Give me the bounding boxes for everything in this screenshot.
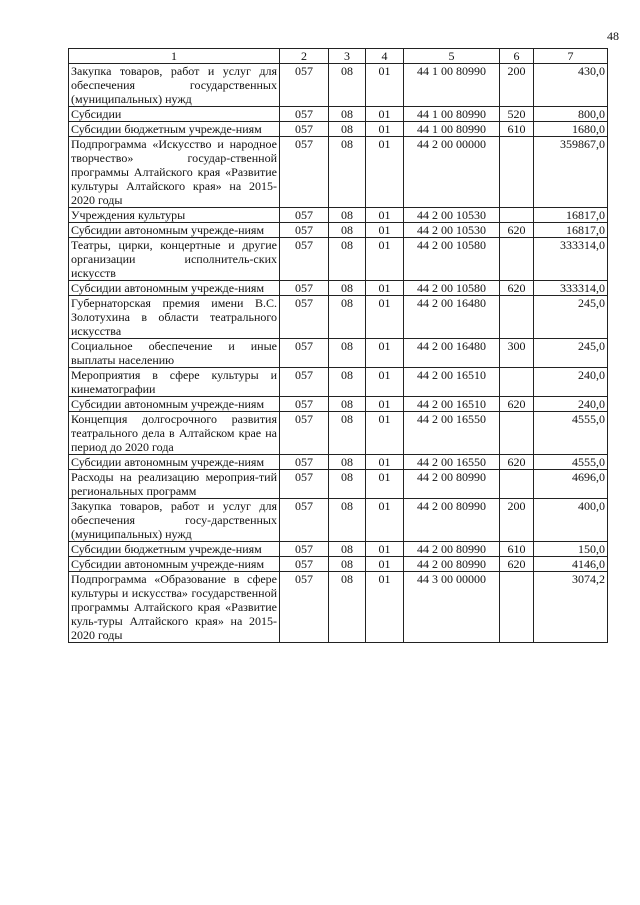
subsection-code-cell: 01 [366,339,404,368]
expense-type-cell: 300 [500,339,534,368]
section-code-cell: 08 [329,368,366,397]
subsection-code-cell: 01 [366,455,404,470]
subsection-code-cell: 01 [366,368,404,397]
section-code-cell: 08 [329,107,366,122]
ministry-code-cell: 057 [280,107,329,122]
expense-type-cell: 200 [500,64,534,107]
item-name-cell: Мероприятия в сфере культуры и кинематографии [69,368,280,397]
amount-cell: 3074,2 [534,572,608,643]
amount-cell: 245,0 [534,339,608,368]
subsection-code-cell: 01 [366,223,404,238]
ministry-code-cell: 057 [280,412,329,455]
subsection-code-cell: 01 [366,557,404,572]
section-code-cell: 08 [329,137,366,208]
column-header: 5 [404,49,500,64]
table-row [69,499,608,542]
ministry-code-cell: 057 [280,470,329,499]
table-row [69,557,608,572]
target-article-cell: 44 2 00 16480 [404,296,500,339]
section-code-cell: 08 [329,412,366,455]
amount-cell: 333314,0 [534,281,608,296]
item-name-cell: Театры, цирки, концертные и другие организации исполнитель-ских искусств [69,238,280,281]
target-article-cell: 44 2 00 80990 [404,499,500,542]
subsection-code-cell: 01 [366,281,404,296]
section-code-cell: 08 [329,64,366,107]
ministry-code-cell: 057 [280,339,329,368]
column-header: 7 [534,49,608,64]
item-name-cell: Учреждения культуры [69,208,280,223]
column-header: 6 [500,49,534,64]
amount-cell: 16817,0 [534,223,608,238]
table-row [69,122,608,137]
subsection-code-cell: 01 [366,470,404,499]
subsection-code-cell: 01 [366,499,404,542]
amount-cell: 4696,0 [534,470,608,499]
ministry-code-cell: 057 [280,281,329,296]
target-article-cell: 44 2 00 10580 [404,281,500,296]
expense-type-cell [500,296,534,339]
subsection-code-cell: 01 [366,122,404,137]
expense-type-cell: 200 [500,499,534,542]
target-article-cell: 44 2 00 16510 [404,397,500,412]
table-row [69,572,608,643]
table-body [69,64,608,643]
table-row [69,208,608,223]
amount-cell: 359867,0 [534,137,608,208]
expense-type-cell [500,208,534,223]
table-row [69,137,608,208]
expense-type-cell [500,412,534,455]
expense-type-cell: 610 [500,122,534,137]
table-row [69,397,608,412]
section-code-cell: 08 [329,455,366,470]
page-number: 48 [607,29,619,43]
table-row [69,223,608,238]
target-article-cell: 44 2 00 16480 [404,339,500,368]
table-row [69,238,608,281]
expense-type-cell: 620 [500,455,534,470]
ministry-code-cell: 057 [280,223,329,238]
ministry-code-cell: 057 [280,64,329,107]
ministry-code-cell: 057 [280,572,329,643]
subsection-code-cell: 01 [366,107,404,122]
section-code-cell: 08 [329,397,366,412]
subsection-code-cell: 01 [366,238,404,281]
amount-cell: 800,0 [534,107,608,122]
column-header: 3 [329,49,366,64]
ministry-code-cell: 057 [280,122,329,137]
item-name-cell: Субсидии автономным учрежде-ниям [69,223,280,238]
table-row [69,455,608,470]
table-row [69,368,608,397]
subsection-code-cell: 01 [366,296,404,339]
target-article-cell: 44 2 00 16510 [404,368,500,397]
item-name-cell: Субсидии бюджетным учрежде-ниям [69,542,280,557]
amount-cell: 1680,0 [534,122,608,137]
section-code-cell: 08 [329,296,366,339]
target-article-cell: 44 3 00 00000 [404,572,500,643]
table-row [69,542,608,557]
item-name-cell: Концепция долгосрочного развития театрального дела в Алтайском крае на период до 2020 года [69,412,280,455]
subsection-code-cell: 01 [366,412,404,455]
ministry-code-cell: 057 [280,455,329,470]
section-code-cell: 08 [329,557,366,572]
amount-cell: 4555,0 [534,412,608,455]
table-row [69,339,608,368]
section-code-cell: 08 [329,281,366,296]
item-name-cell: Расходы на реализацию мероприя-тий региональных программ [69,470,280,499]
target-article-cell: 44 2 00 16550 [404,412,500,455]
expense-type-cell: 620 [500,223,534,238]
item-name-cell: Социальное обеспечение и иные выплаты населению [69,339,280,368]
target-article-cell: 44 1 00 80990 [404,122,500,137]
section-code-cell: 08 [329,339,366,368]
target-article-cell: 44 2 00 10530 [404,223,500,238]
item-name-cell: Субсидии автономным учрежде-ниям [69,397,280,412]
ministry-code-cell: 057 [280,542,329,557]
amount-cell: 4555,0 [534,455,608,470]
amount-cell: 430,0 [534,64,608,107]
target-article-cell: 44 2 00 10530 [404,208,500,223]
section-code-cell: 08 [329,238,366,281]
target-article-cell: 44 1 00 80990 [404,107,500,122]
item-name-cell: Закупка товаров, работ и услуг для обеспечения госу-дарственных (муниципальных) нужд [69,499,280,542]
target-article-cell: 44 1 00 80990 [404,64,500,107]
item-name-cell: Субсидии автономным учрежде-ниям [69,455,280,470]
table-row [69,470,608,499]
expense-type-cell [500,572,534,643]
expense-type-cell [500,470,534,499]
expense-type-cell [500,238,534,281]
ministry-code-cell: 057 [280,238,329,281]
expense-type-cell: 620 [500,397,534,412]
section-code-cell: 08 [329,223,366,238]
column-header: 2 [280,49,329,64]
ministry-code-cell: 057 [280,368,329,397]
item-name-cell: Субсидии [69,107,280,122]
table-row [69,281,608,296]
subsection-code-cell: 01 [366,137,404,208]
target-article-cell: 44 2 00 80990 [404,470,500,499]
subsection-code-cell: 01 [366,208,404,223]
expense-type-cell: 610 [500,542,534,557]
section-code-cell: 08 [329,499,366,542]
ministry-code-cell: 057 [280,208,329,223]
expense-type-cell: 620 [500,281,534,296]
ministry-code-cell: 057 [280,137,329,208]
target-article-cell: 44 2 00 80990 [404,557,500,572]
section-code-cell: 08 [329,542,366,557]
item-name-cell: Подпрограмма «Образование в сфере культуры и искусства» государственной программы Алтайского края «Развитие куль-туры Алтайского края» на 2015-2020 годы [69,572,280,643]
table-row [69,107,608,122]
expense-type-cell [500,137,534,208]
item-name-cell: Закупка товаров, работ и услуг для обеспечения государственных (муниципальных) нужд [69,64,280,107]
ministry-code-cell: 057 [280,557,329,572]
expense-type-cell: 520 [500,107,534,122]
item-name-cell: Губернаторская премия имени В.С. Золотухина в области театрального искусства [69,296,280,339]
column-header: 1 [69,49,280,64]
item-name-cell: Подпрограмма «Искусство и народное творчество» государ-ственной программы Алтайского края «Развитие культуры Алтайского края» на 2015-2020 годы [69,137,280,208]
table-header-row [69,49,608,64]
ministry-code-cell: 057 [280,397,329,412]
column-header: 4 [366,49,404,64]
target-article-cell: 44 2 00 10580 [404,238,500,281]
amount-cell: 4146,0 [534,557,608,572]
budget-table [68,48,608,643]
amount-cell: 16817,0 [534,208,608,223]
subsection-code-cell: 01 [366,64,404,107]
section-code-cell: 08 [329,208,366,223]
item-name-cell: Субсидии автономным учрежде-ниям [69,557,280,572]
target-article-cell: 44 2 00 16550 [404,455,500,470]
table-row [69,296,608,339]
amount-cell: 240,0 [534,368,608,397]
expense-type-cell: 620 [500,557,534,572]
section-code-cell: 08 [329,470,366,499]
table-row [69,64,608,107]
item-name-cell: Субсидии автономным учрежде-ниям [69,281,280,296]
ministry-code-cell: 057 [280,296,329,339]
subsection-code-cell: 01 [366,572,404,643]
ministry-code-cell: 057 [280,499,329,542]
amount-cell: 400,0 [534,499,608,542]
table-row [69,412,608,455]
amount-cell: 333314,0 [534,238,608,281]
amount-cell: 240,0 [534,397,608,412]
amount-cell: 245,0 [534,296,608,339]
amount-cell: 150,0 [534,542,608,557]
subsection-code-cell: 01 [366,397,404,412]
target-article-cell: 44 2 00 80990 [404,542,500,557]
item-name-cell: Субсидии бюджетным учрежде-ниям [69,122,280,137]
section-code-cell: 08 [329,122,366,137]
section-code-cell: 08 [329,572,366,643]
expense-type-cell [500,368,534,397]
target-article-cell: 44 2 00 00000 [404,137,500,208]
subsection-code-cell: 01 [366,542,404,557]
